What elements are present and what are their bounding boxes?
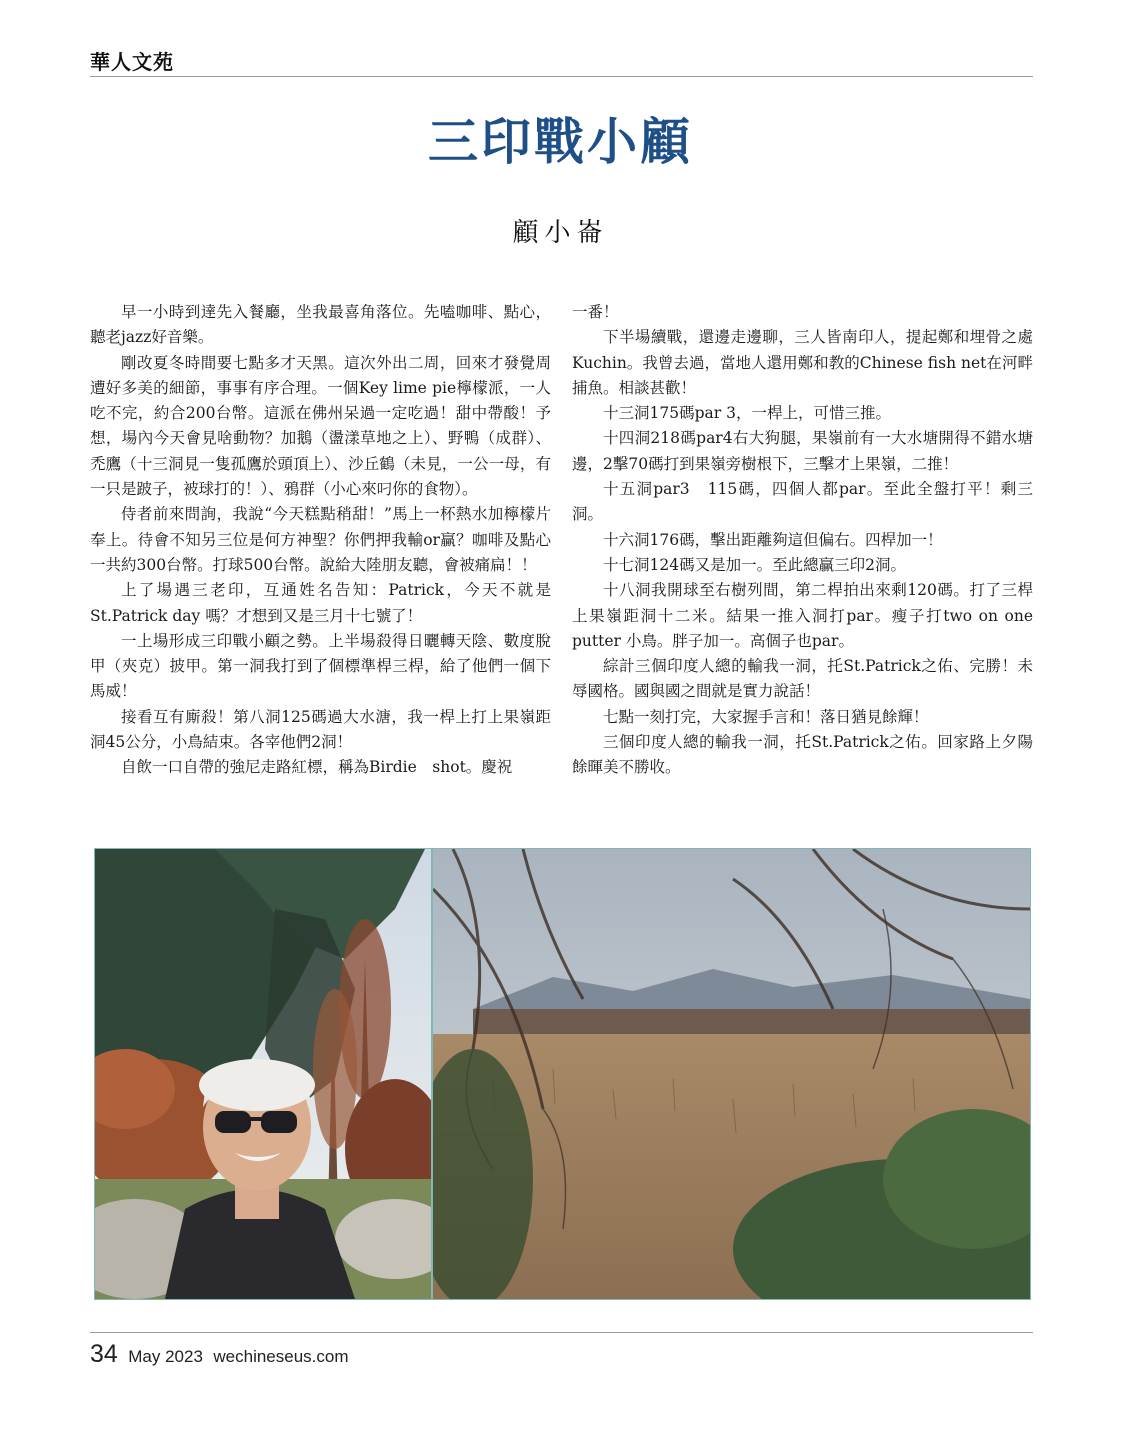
website-link[interactable]: wechineseus.com (213, 1347, 349, 1366)
paragraph: 十八洞我開球至右樹列間，第二桿拍出來剩120碼。打了三桿上果嶺距洞十二米。結果一推入洞打par。瘦子打two on one putter 小鳥。胖子加一。高個子也par。 (572, 581, 1033, 650)
header-divider (90, 76, 1033, 77)
paragraph-continuation: 一番！ (572, 303, 619, 321)
paragraph: 剛改夏冬時間要七點多才天黑。這次外出二周，回來才發覺周遭好多美的細節，事事有序合理。一個Key lime pie檸檬派，一人吃不完，約合200台幣。這派在佛州呆過一定吃過！甜中帶酸！予想，場內今天會見啥動物？加鵝（盪漾草地之上）、野鴨（成群）、禿鷹（十三洞見一隻孤鷹於頭頂上）、沙丘鶴（未見，一公一母，有一只是跛子，被球打的！）、鴉群（小心來叼你的食物）。 (90, 353, 551, 499)
footer-divider (90, 1332, 1033, 1333)
paragraph: 十三洞175碼par 3，一桿上，可惜三推。 (603, 404, 891, 423)
marsh-photo (433, 849, 1030, 1299)
paragraph: 一上場形成三印戰小顧之勢。上半場殺得日曬轉天陰、數度脫甲（夾克）披甲。第一洞我打到了個標準桿三桿，給了他們一個下馬威！ (90, 631, 551, 701)
paragraph: 三個印度人總的輸我一洞，托St.Patrick之佑。回家路上夕陽餘暉美不勝收。 (572, 733, 1033, 777)
paragraph: 下半場續戰，還邊走邊聊，三人皆南印人，提起鄭和埋骨之處Kuchin。我曾去過，當地人還用鄭和教的Chinese fish net在河畔捕魚。相談甚歡！ (572, 328, 1033, 397)
page-number: 34 (90, 1340, 118, 1368)
selfie-photo (95, 849, 431, 1299)
photo-strip (94, 848, 1031, 1300)
left-column (90, 300, 551, 781)
paragraph: 十六洞176碼，擊出距離夠這但偏右。四桿加一！ (603, 530, 943, 549)
issue-date: May 2023 (128, 1347, 203, 1366)
right-column (572, 300, 1033, 781)
paragraph: 十五洞par3 115碼，四個人都par。至此全盤打平！剩三洞。 (572, 480, 1033, 524)
paragraph: 十四洞218碼par4右大狗腿，果嶺前有一大水塘開得不錯水塘邊，2擊70碼打到果嶺旁樹根下，三擊才上果嶺，二推！ (572, 429, 1033, 473)
section-label: 華人文苑 (90, 50, 174, 74)
article-author: 顧小崙 (512, 218, 609, 248)
paragraph: 七點一刻打完，大家握手言和！落日猶見餘輝！ (603, 707, 929, 726)
paragraph: 十七洞124碼又是加一。至此總贏三印2洞。 (603, 555, 906, 574)
paragraph: 綜計三個印度人總的輸我一洞，托St.Patrick之佑、完勝！未辱國格。國與國之間就是實力說話！ (572, 657, 1033, 701)
paragraph: 侍者前來問詢，我說“今天糕點稍甜！”馬上一杯熱水加檸檬片奉上。待會不知另三位是何方神聖？你們押我輸or贏？咖啡及點心一共約300台幣。打球500台幣。說給大陸朋友聽，會被痛扁！！ (90, 505, 551, 574)
footer (90, 1340, 349, 1369)
paragraph: 接看互有廝殺！第八洞125碼過大水溏，我一桿上打上果嶺距洞45公分，小鳥結束。各宰他們2洞！ (90, 707, 551, 752)
article-title: 三印戰小顧 (428, 113, 693, 171)
paragraph: 早一小時到達先入餐廳，坐我最喜角落位。先嗑咖啡、點心，聽老jazz好音樂。 (90, 303, 551, 347)
paragraph: 自飲一口自帶的強尼走路紅標，稱為Birdie shot。慶祝 (121, 758, 513, 777)
paragraph: 上了場遇三老印，互通姓名告知：Patrick，今天不就是St.Patrick day 嗎？才想到又是三月十七號了！ (90, 581, 551, 625)
